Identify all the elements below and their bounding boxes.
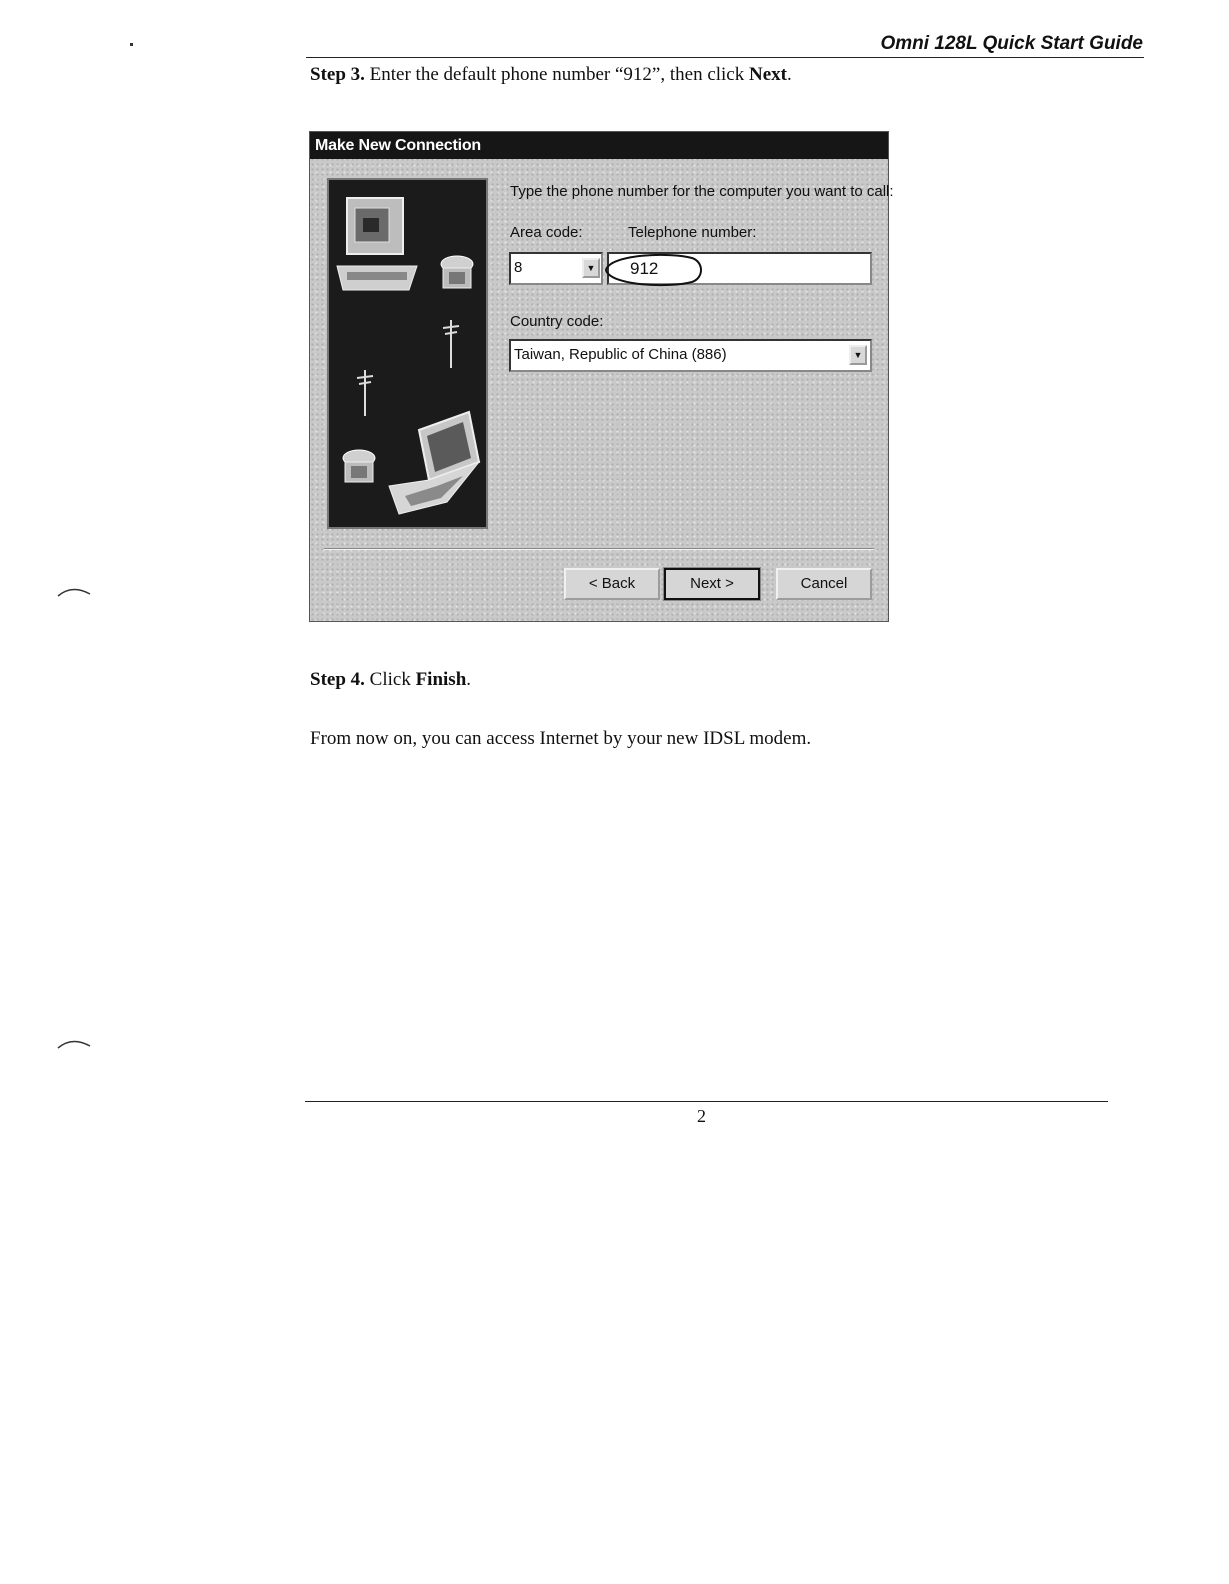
step4-label: Step 4. xyxy=(310,669,365,690)
scan-dot xyxy=(130,43,133,46)
step4-paragraph xyxy=(310,669,471,691)
country-code-combobox[interactable] xyxy=(509,339,872,372)
header-rule xyxy=(306,57,1144,58)
page-number: 2 xyxy=(697,1106,706,1126)
area-code-value: 8 xyxy=(514,259,523,276)
page-header-title: Omni 128L Quick Start Guide xyxy=(880,33,1143,54)
telephone-icon xyxy=(343,450,375,482)
step4-text-a: Click xyxy=(364,669,416,690)
step4-finish-word: Finish xyxy=(415,669,467,690)
button-separator xyxy=(324,548,874,550)
dropdown-arrow-icon: ▼ xyxy=(853,350,863,360)
connection-illustration xyxy=(327,178,488,529)
cancel-button[interactable]: Cancel xyxy=(776,568,872,600)
step3-text-a: Enter the default phone number “912”, then click xyxy=(364,64,749,85)
step3-next-word: Next xyxy=(749,64,787,85)
dialog-title-bar: Make New Connection xyxy=(310,132,888,159)
step3-text-b: . xyxy=(786,64,792,85)
dropdown-arrow-icon: ▼ xyxy=(586,263,596,273)
telephone-number-label: Telephone number: xyxy=(628,224,757,241)
scan-mark xyxy=(56,584,96,600)
highlight-ellipse xyxy=(600,250,710,290)
telephone-icon xyxy=(441,256,473,288)
step3-label: Step 3. xyxy=(310,64,365,85)
area-code-label: Area code: xyxy=(510,224,583,241)
country-code-label: Country code: xyxy=(510,313,604,330)
area-code-dropdown-button[interactable] xyxy=(582,258,600,278)
phone-prompt-label: Type the phone number for the computer you want to call: xyxy=(510,183,894,200)
step4-text-b: . xyxy=(466,669,472,690)
closing-paragraph: From now on, you can access Internet by your new IDSL modem. xyxy=(310,728,812,749)
country-code-value: Taiwan, Republic of China (886) xyxy=(514,346,727,363)
country-code-dropdown-button[interactable] xyxy=(849,345,867,365)
scan-mark xyxy=(56,1036,96,1052)
antenna-icon xyxy=(357,320,459,416)
make-new-connection-dialog xyxy=(309,131,894,622)
computer-icon xyxy=(337,198,417,290)
laptop-icon xyxy=(389,412,479,514)
next-button[interactable]: Next > xyxy=(664,568,760,600)
footer-rule xyxy=(305,1101,1108,1102)
back-button[interactable]: < Back xyxy=(564,568,660,600)
step3-paragraph xyxy=(310,64,792,86)
telephone-number-value: 912 xyxy=(630,259,659,278)
